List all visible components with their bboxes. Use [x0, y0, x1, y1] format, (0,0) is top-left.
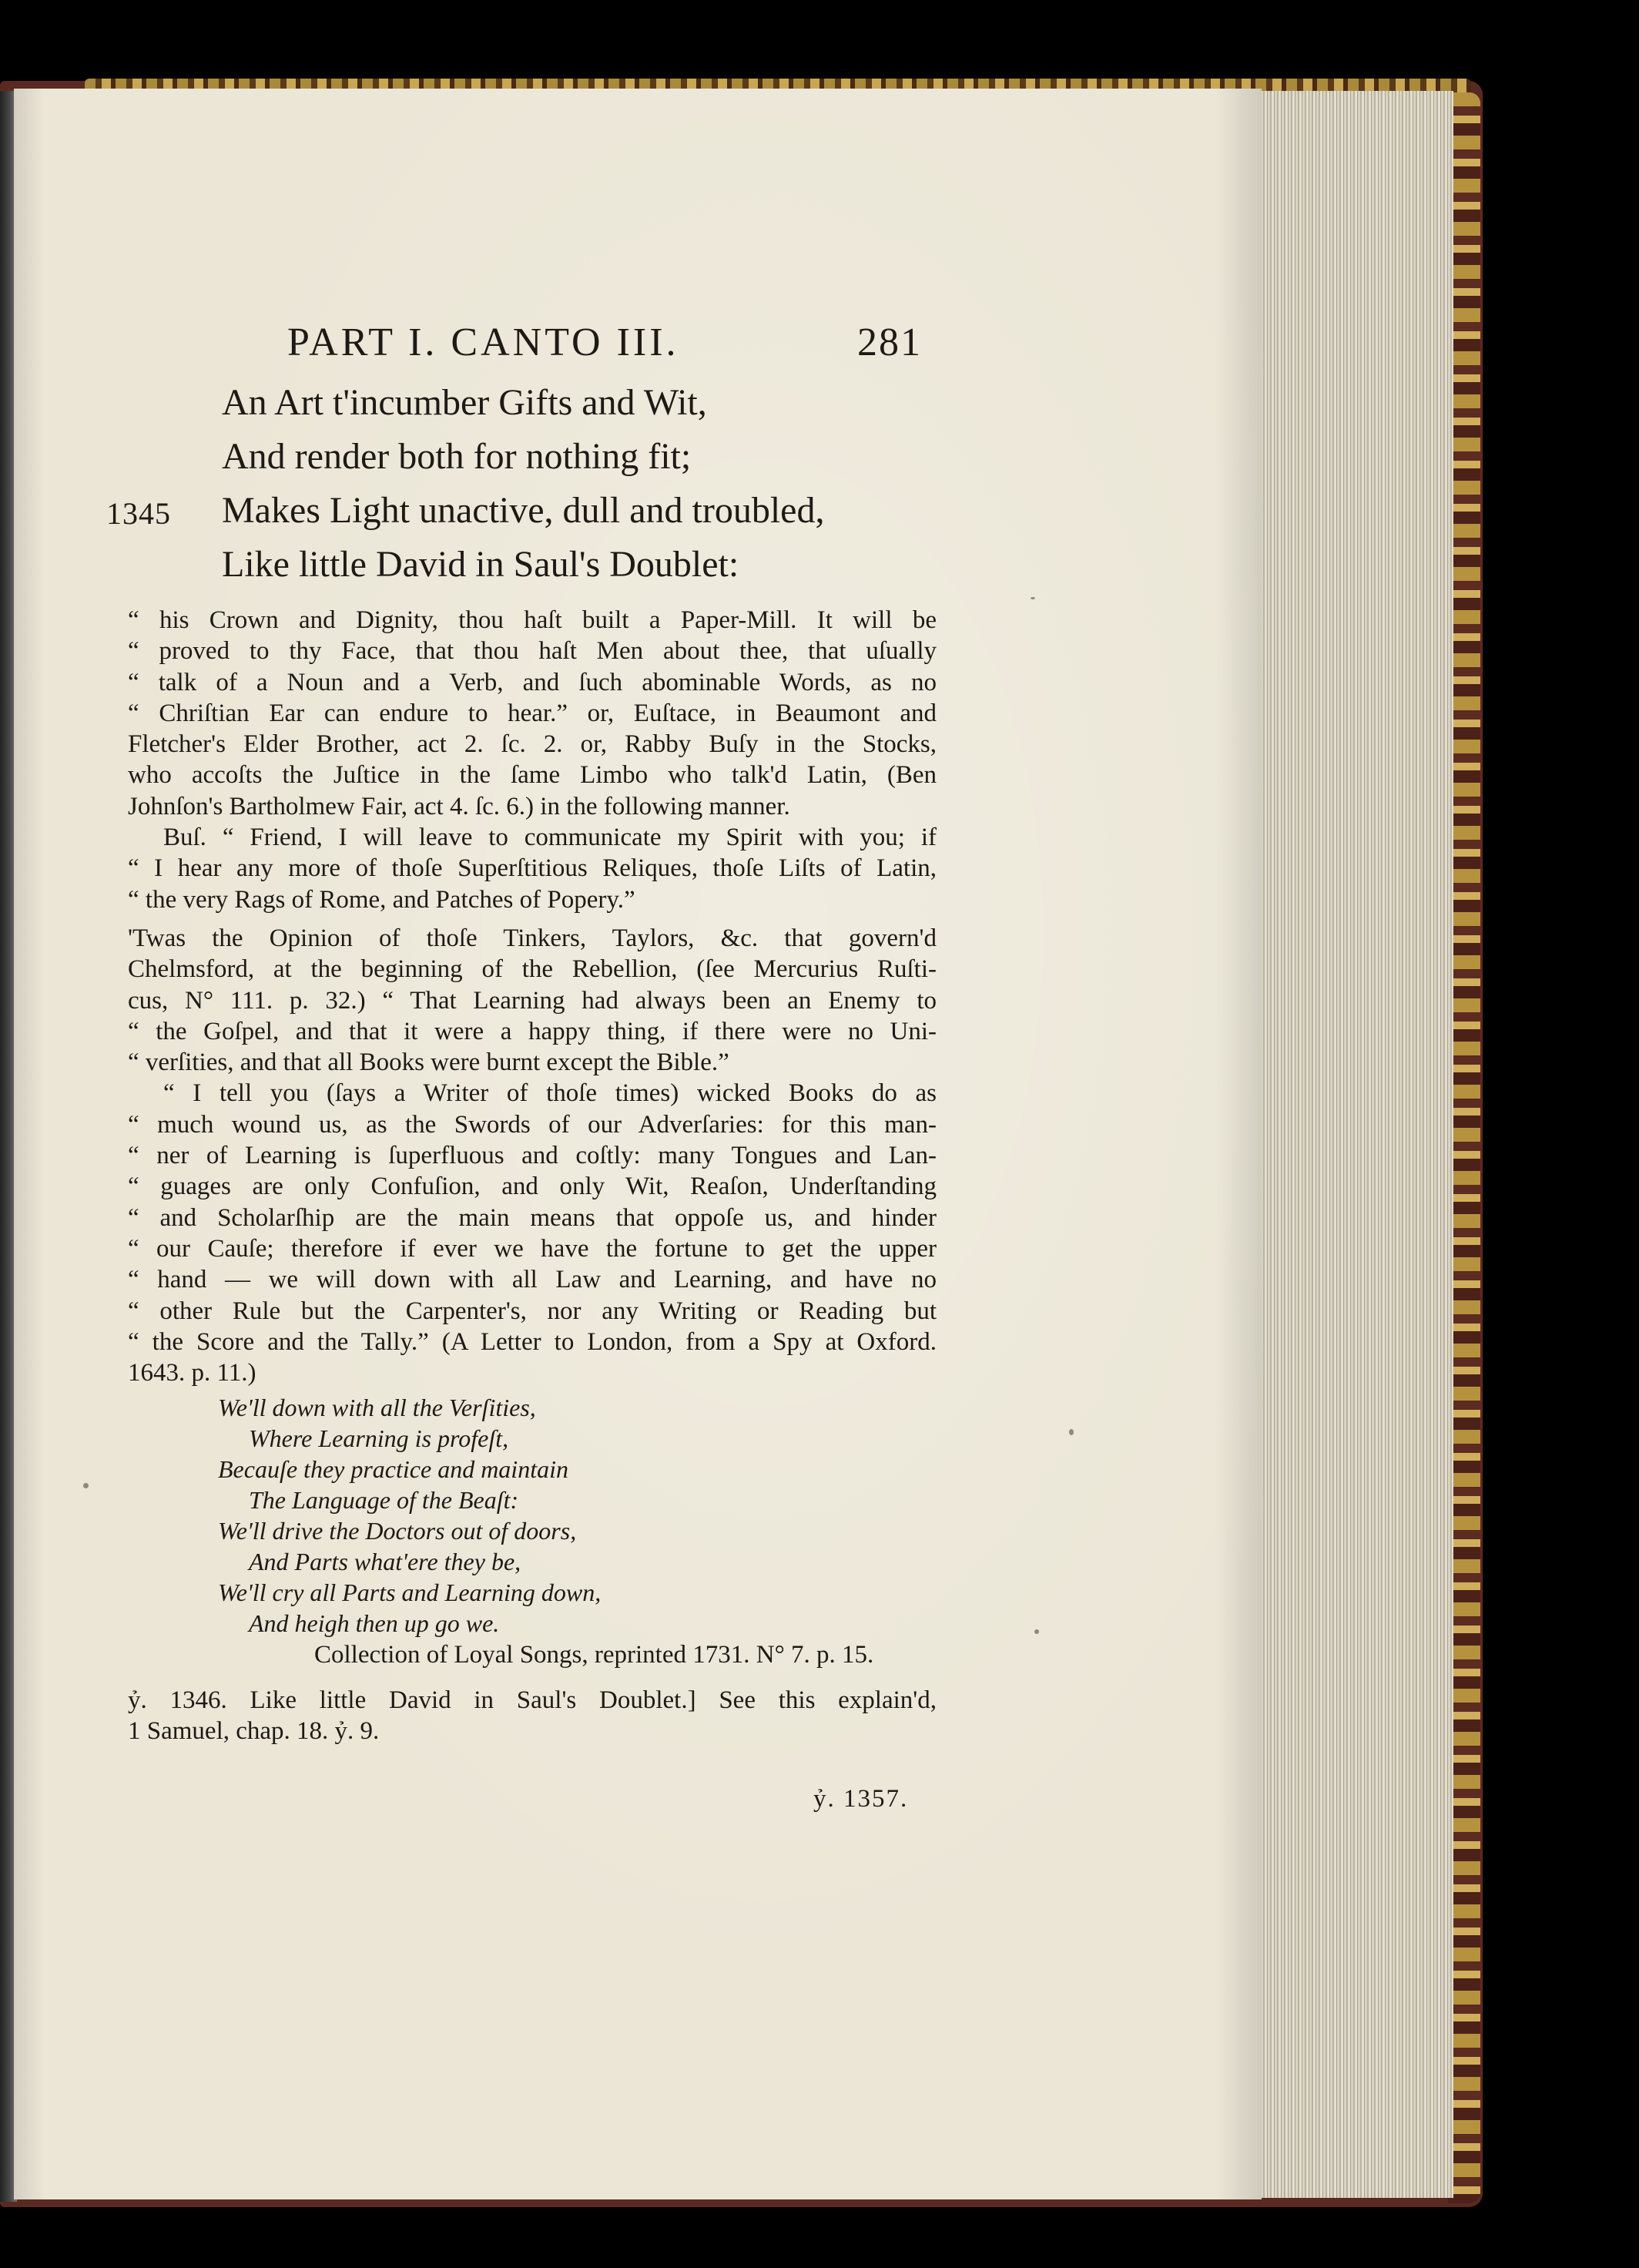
paper-stain	[1031, 597, 1035, 599]
book-page	[14, 89, 1262, 2199]
note-line: “ proved to thy Face, that thou haſt Men about thee, that uſually	[128, 637, 937, 666]
poem-source: Collection of Loyal Songs, reprinted 1731. N° 7. p. 15.	[314, 1641, 874, 1669]
note-line: Buſ. “ Friend, I will leave to communicate my Spirit with you; if	[163, 824, 937, 852]
verse-block	[106, 376, 1031, 592]
note-line: “ his Crown and Dignity, thou haſt built a Paper-Mill. It will be	[128, 606, 937, 634]
poem-line: We'll drive the Doctors out of doors,	[218, 1517, 577, 1545]
verse-line	[106, 376, 1031, 430]
note-line: 'Twas the Opinion of thoſe Tinkers, Taylors, &c. that govern'd	[128, 924, 937, 952]
note-line: who accoſts the Juſtice in the ſame Limbo who talk'd Latin, (Ben	[128, 761, 937, 790]
note-line: Johnſon's Bartholmew Fair, act 4. ſc. 6.) in the following manner.	[128, 792, 790, 820]
note-line: “ I hear any more of thoſe Superſtitious Reliques, thoſe Liſts of Latin,	[128, 854, 937, 883]
verse-footnote	[128, 1685, 937, 1747]
note-line: “ guages are only Confuſion, and only Wit, Reaſon, Underſtanding	[128, 1173, 937, 1201]
note-line: 1643. p. 11.)	[128, 1359, 256, 1387]
verse-line	[106, 484, 1031, 538]
note-line: “ our Cauſe; therefore if ever we have the fortune to get the upper	[128, 1234, 937, 1263]
poem-line: We'll cry all Parts and Learning down,	[218, 1579, 602, 1606]
paper-stain	[1034, 1629, 1039, 1634]
poem-line: Where Learning is profeſt,	[249, 1424, 509, 1452]
page-fore-edge	[1259, 91, 1453, 2198]
note-line: “ the very Rags of Rome, and Patches of Popery.”	[128, 885, 635, 914]
verse-text: An Art t'incumber Gifts and Wit,	[222, 382, 707, 423]
note-line: “ and Scholarſhip are the main means that oppoſe us, and hinder	[128, 1203, 937, 1232]
paper-stain	[83, 1483, 89, 1488]
note-line: “ talk of a Noun and a Verb, and ſuch abominable Words, as no	[128, 668, 937, 696]
running-head	[287, 320, 950, 381]
note-line: cus, N° 111. p. 32.) “ That Learning had always been an Enemy to	[128, 986, 937, 1015]
poem-line: And Parts what'ere they be,	[249, 1548, 521, 1575]
note-line: “ much wound us, as the Swords of our Adverſaries: for this man-	[128, 1110, 937, 1139]
note-line: “ ner of Learning is ſuperfluous and coſtly: many Tongues and Lan-	[128, 1142, 937, 1170]
catchword: ỷ. 1357.	[813, 1785, 909, 1813]
poem-line: Becauſe they practice and maintain	[218, 1455, 568, 1483]
footnote-line: 1 Samuel, chap. 18. ỷ. 9.	[128, 1717, 380, 1746]
note-line: Chelmsford, at the beginning of the Rebellion, (ſee Mercurius Ruſti-	[128, 955, 937, 984]
poem-line: The Language of the Beaſt:	[249, 1486, 519, 1514]
verse-text: And render both for nothing fit;	[222, 436, 692, 477]
note-line: Fletcher's Elder Brother, act 2. ſc. 2. or, Rabby Buſy in the Stocks,	[128, 730, 937, 759]
note-line: “ other Rule but the Carpenter's, nor any Writing or Reading but	[128, 1297, 937, 1325]
verse-text: Makes Light unactive, dull and troubled,	[222, 490, 825, 531]
poem-line: And heigh then up go we.	[249, 1609, 500, 1637]
note-line: “ verſities, and that all Books were burnt except the Bible.”	[128, 1048, 729, 1077]
note-line: “ Chriſtian Ear can endure to hear.” or, Euſtace, in Beaumont and	[128, 699, 937, 727]
line-number: 1345	[106, 496, 171, 531]
note-line: “ the Score and the Tally.” (A Letter to London, from a Spy at Oxford.	[128, 1327, 937, 1356]
note-line: “ the Goſpel, and that it were a happy thing, if there were no Uni-	[128, 1017, 937, 1045]
verse-line	[106, 538, 1031, 592]
paper-stain	[1069, 1429, 1074, 1435]
verse-text: Like little David in Saul's Doublet:	[222, 544, 739, 585]
poem-line: We'll down with all the Verſities,	[218, 1394, 536, 1421]
footnote-line: ỷ. 1346. Like little David in Saul's Doublet.] See this explain'd,	[128, 1686, 937, 1714]
verse-line	[106, 430, 1031, 484]
commentary-notes	[128, 605, 937, 1388]
note-line: “ hand — we will down with all Law and Learning, and have no	[128, 1266, 937, 1294]
note-line: “ I tell you (ſays a Writer of thoſe times) wicked Books do as	[163, 1079, 937, 1108]
running-title: PART I. CANTO III.	[287, 320, 679, 364]
page-number: 281	[857, 320, 922, 364]
quoted-poem	[218, 1392, 911, 1639]
